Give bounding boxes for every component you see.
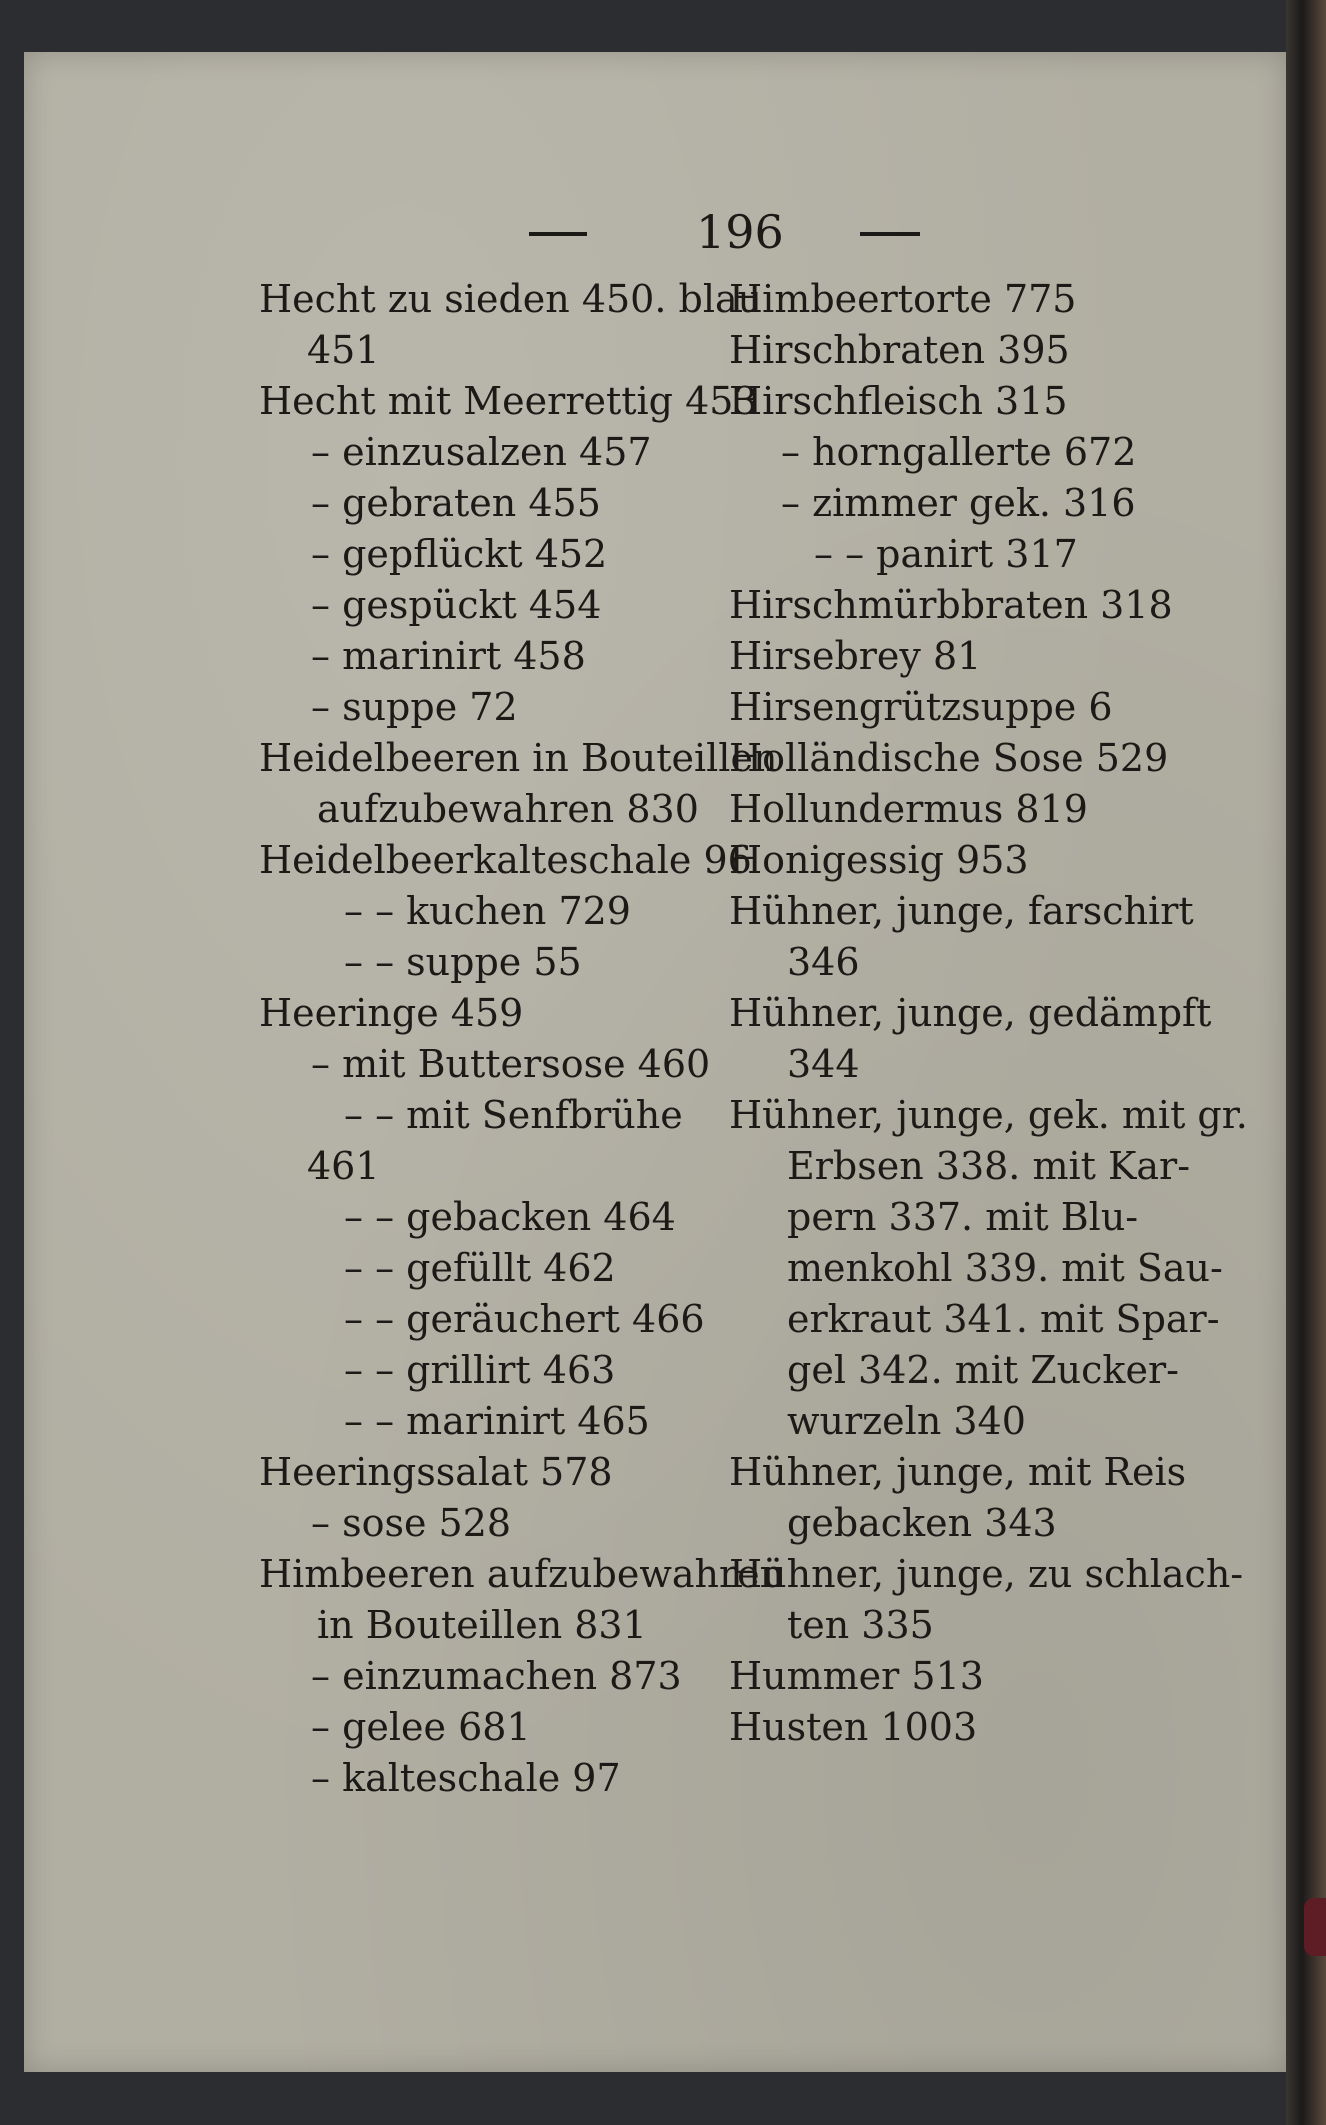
right-index-entry: Holländische Sose 529 xyxy=(729,736,1169,780)
right-index-entry: – – panirt 317 xyxy=(814,532,1078,576)
right-index-entry: 346 xyxy=(787,940,860,984)
left-index-entry: Hecht mit Meerrettig 453 xyxy=(259,379,758,423)
left-index-entry: Hecht zu sieden 450. blau xyxy=(259,277,763,321)
left-index-entry: – einzusalzen 457 xyxy=(311,430,652,474)
right-index-entry: erkraut 341. mit Spar- xyxy=(787,1297,1220,1341)
index-column-left xyxy=(259,274,785,1804)
left-index-entry: Heeringssalat 578 xyxy=(259,1450,613,1494)
right-index-entry: Hühner, junge, mit Reis xyxy=(729,1450,1187,1494)
left-index-entry: – gepflückt 452 xyxy=(311,532,608,576)
right-index-entry: Hühner, junge, gedämpft xyxy=(729,991,1212,1035)
page-header xyxy=(24,202,1286,262)
left-index-entry: – gelee 681 xyxy=(311,1705,531,1749)
right-index-entry: – horngallerte 672 xyxy=(781,430,1137,474)
right-index-entry: Hühner, junge, zu schlach- xyxy=(729,1552,1244,1596)
right-index-entry: Hühner, junge, farschirt xyxy=(729,889,1194,933)
left-index-entry: 451 xyxy=(307,328,380,372)
right-index-entry: Hühner, junge, gek. mit gr. xyxy=(729,1093,1248,1137)
left-index-entry: – suppe 72 xyxy=(311,685,518,729)
left-index-entry: – – kuchen 729 xyxy=(344,889,631,933)
left-index-entry: Heidelbeerkalteschale 96 xyxy=(259,838,752,882)
left-index-entry: – marinirt 458 xyxy=(311,634,586,678)
right-index-entry: gel 342. mit Zucker- xyxy=(787,1348,1179,1392)
red-bookmark-tab xyxy=(1304,1898,1326,1956)
left-index-entry: – – gefüllt 462 xyxy=(344,1246,616,1290)
left-index-entry: Himbeeren aufzubewahren xyxy=(259,1552,785,1596)
left-index-entry: – – grillirt 463 xyxy=(344,1348,616,1392)
right-index-entry: pern 337. mit Blu- xyxy=(787,1195,1139,1239)
right-index-entry: menkohl 339. mit Sau- xyxy=(787,1246,1223,1290)
book-spine-edge xyxy=(1286,0,1326,2125)
left-index-entry: – sose 528 xyxy=(311,1501,512,1545)
right-index-entry: Honigessig 953 xyxy=(729,838,1029,882)
left-index-entry: – mit Buttersose 460 xyxy=(311,1042,711,1086)
right-index-entry: – zimmer gek. 316 xyxy=(781,481,1136,525)
right-index-entry: Hirschmürbbraten 318 xyxy=(729,583,1173,627)
right-index-entry: wurzeln 340 xyxy=(787,1399,1026,1443)
right-index-entry: gebacken 343 xyxy=(787,1501,1057,1545)
right-index-entry: Hirschbraten 395 xyxy=(729,328,1070,372)
right-index-entry: Hirschfleisch 315 xyxy=(729,379,1068,423)
page-sheet xyxy=(24,52,1286,2072)
header-rule-left xyxy=(529,232,587,236)
left-index-entry: Heeringe 459 xyxy=(259,991,524,1035)
left-index-entry: Heidelbeeren in Bouteillen xyxy=(259,736,778,780)
left-index-entry: – – marinirt 465 xyxy=(344,1399,650,1443)
right-index-entry: ten 335 xyxy=(787,1603,934,1647)
index-column-right xyxy=(729,274,1248,1753)
right-index-entry: Hollundermus 819 xyxy=(729,787,1088,831)
right-index-entry: Husten 1003 xyxy=(729,1705,978,1749)
left-index-entry: in Bouteillen 831 xyxy=(317,1603,647,1647)
left-index-entry: – – geräuchert 466 xyxy=(344,1297,705,1341)
left-index-entry: – – mit Senfbrühe xyxy=(344,1093,683,1137)
right-index-entry: Himbeertorte 775 xyxy=(729,277,1077,321)
left-index-entry: – einzumachen 873 xyxy=(311,1654,682,1698)
right-index-entry: Hirsengrützsuppe 6 xyxy=(729,685,1113,729)
left-index-entry: – – suppe 55 xyxy=(344,940,582,984)
right-index-entry: Erbsen 338. mit Kar- xyxy=(787,1144,1191,1188)
left-index-entry: – gespückt 454 xyxy=(311,583,602,627)
left-index-entry: – kalteschale 97 xyxy=(311,1756,621,1800)
left-index-entry: aufzubewahren 830 xyxy=(317,787,699,831)
right-index-entry: 344 xyxy=(787,1042,860,1086)
left-index-entry: – gebraten 455 xyxy=(311,481,601,525)
left-index-entry: – – gebacken 464 xyxy=(344,1195,676,1239)
page-number: 196 xyxy=(696,205,784,259)
right-index-entry: Hirsebrey 81 xyxy=(729,634,982,678)
header-rule-right xyxy=(860,232,920,236)
left-index-entry: 461 xyxy=(307,1144,380,1188)
right-index-entry: Hummer 513 xyxy=(729,1654,984,1698)
